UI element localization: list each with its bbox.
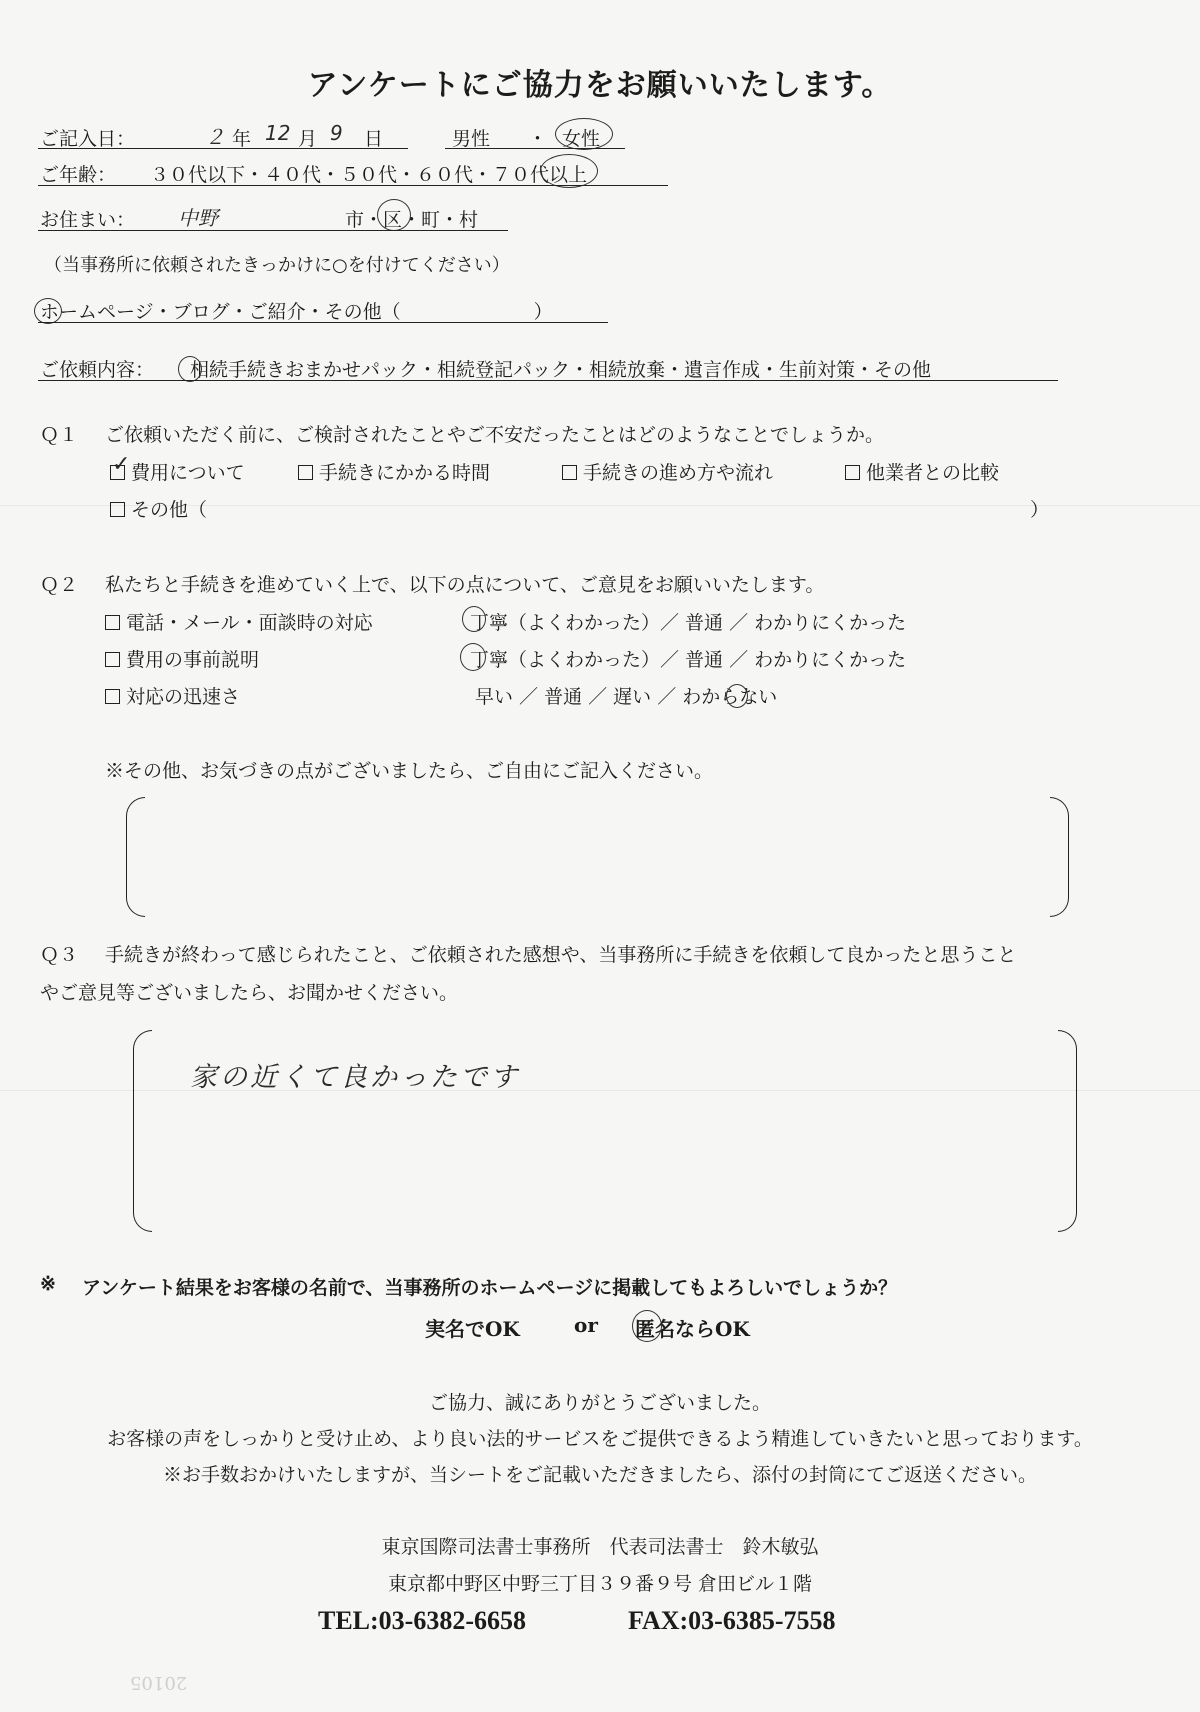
office-fax: FAX:03-6385-7558 — [628, 1606, 836, 1635]
selection-circle — [462, 606, 486, 632]
paper-fold — [0, 1090, 1200, 1091]
entry-date-day: 9 — [330, 121, 343, 145]
q1-option-time[interactable] — [298, 458, 490, 485]
q1-option-other[interactable] — [110, 495, 207, 522]
q3-number: Ｑ３ — [40, 944, 79, 966]
gender-sep: ・ — [528, 128, 548, 150]
selection-circle — [460, 643, 486, 671]
q1-other-close: ） — [1030, 499, 1050, 521]
selection-circle — [632, 1310, 662, 1342]
checkbox[interactable] — [562, 465, 577, 480]
underline — [38, 185, 668, 186]
selection-circle — [178, 356, 202, 382]
q3-question-line2: やご意見等ございましたら、お聞かせください。 — [40, 982, 459, 1004]
selection-circle — [377, 199, 411, 231]
underline — [38, 230, 508, 231]
gender-male[interactable]: 男性 — [452, 128, 491, 150]
residence-value: 中野 — [178, 206, 218, 230]
q2-free-comment-prompt: ※その他、お気づきの点がございましたら、ご自由にご記入ください。 — [105, 760, 714, 782]
q2-comment-bracket-left — [126, 797, 145, 917]
q2-item-contact — [105, 608, 373, 635]
checkbox[interactable] — [298, 465, 313, 480]
publish-mark: ※ — [40, 1273, 56, 1295]
q2-comment-area[interactable] — [150, 800, 1040, 912]
q1-number: Ｑ１ — [40, 424, 79, 446]
age-options[interactable]: ３０代以下・４０代・５０代・６０代・７０代以上 — [150, 164, 588, 186]
q1-option-compare[interactable] — [845, 458, 999, 485]
q1-question: ご依頼いただく前に、ご検討されたことやご不安だったことはどのようなことでしょうか。 — [105, 424, 885, 446]
underline — [38, 380, 1058, 381]
return-instruction: ※お手数おかけいたしますが、当シートをご記載いただきましたら、添付の封筒にてご返送ください。 — [162, 1464, 1037, 1486]
page-title: アンケートにご協力をお願いいたします。 — [307, 68, 893, 103]
q2-item-contact-scale[interactable]: 丁寧（よくわかった）／ 普通 ／ わかりにくかった — [470, 612, 907, 634]
q2-item-fee-scale[interactable]: 丁寧（よくわかった）／ 普通 ／ わかりにくかった — [470, 649, 907, 671]
checkbox[interactable] — [110, 502, 125, 517]
q1-option-label: その他（ — [131, 499, 208, 521]
referral-instruction: （当事務所に依頼されたきっかけに○を付けてください） — [44, 255, 510, 276]
q2-number: Ｑ２ — [40, 574, 79, 596]
q1-option-label: 費用について — [131, 462, 245, 484]
publish-real-name[interactable]: 実名でOK — [425, 1317, 520, 1341]
publish-or: or — [574, 1313, 598, 1337]
office-address: 東京都中野区中野三丁目３９番９号 倉田ビル１階 — [387, 1573, 813, 1595]
q2-item-speed — [105, 682, 240, 709]
checkbox[interactable] — [105, 652, 120, 667]
faint-stamp-number: 20105 — [130, 1672, 188, 1693]
q1-option-process[interactable] — [562, 458, 773, 485]
request-label: ご依頼内容： — [40, 359, 155, 381]
entry-date-label: ご記入日： — [40, 128, 136, 150]
age-label: ご年齢： — [40, 164, 117, 186]
residence-options[interactable]: 市・区・町・村 — [345, 209, 479, 231]
residence-label: お住まい： — [40, 209, 136, 231]
selection-circle — [555, 118, 613, 150]
request-options[interactable]: 相続手続きおまかせパック・相続登記パック・相続放棄・遺言作成・生前対策・その他 — [190, 359, 932, 381]
publish-question: アンケート結果をお客様の名前で、当事務所のホームページに掲載してもよろしいでしょうか？ — [82, 1277, 898, 1299]
checkbox[interactable] — [105, 615, 120, 630]
underline — [38, 148, 408, 149]
q2-question: 私たちと手続きを進めていく上で、以下の点について、ご意見をお願いいたします。 — [105, 574, 825, 596]
q3-question-line1: 手続きが終わって感じられたこと、ご依頼された感想や、当事務所に手続きを依頼して良かったと思うこと — [105, 944, 1017, 966]
thanks-line: ご協力、誠にありがとうございました。 — [428, 1392, 771, 1414]
entry-date-year: ２ — [205, 125, 225, 149]
q3-answer-bracket-left — [133, 1030, 152, 1232]
q1-option-label: 手続きの進め方や流れ — [583, 462, 774, 484]
selection-circle — [726, 684, 748, 708]
underline — [38, 322, 608, 323]
checkbox[interactable] — [105, 689, 120, 704]
entry-date-day-unit: 日 — [364, 128, 384, 150]
q1-option-label: 他業者との比較 — [866, 462, 1000, 484]
entry-date-month: 12 — [265, 121, 291, 145]
q2-comment-bracket-right — [1050, 797, 1069, 917]
checkbox[interactable] — [845, 465, 860, 480]
referral-options[interactable]: ホームページ・ブログ・ご紹介・その他（ ） — [40, 301, 553, 323]
q2-item-speed-scale[interactable]: 早い ／ 普通 ／ 遅い ／ わからない — [475, 686, 778, 708]
office-tel: TEL:03-6382-6658 — [318, 1606, 526, 1635]
q2-item-label: 費用の事前説明 — [126, 649, 260, 671]
q1-option-label: 手続きにかかる時間 — [319, 462, 491, 484]
entry-date-year-unit: 年 — [232, 128, 252, 150]
check-mark: ✓ — [112, 452, 131, 477]
entry-date-month-unit: 月 — [298, 128, 318, 150]
publish-anonymous[interactable]: 匿名ならOK — [635, 1317, 750, 1341]
gender-female[interactable]: 女性 — [562, 128, 601, 150]
selection-circle — [540, 154, 598, 188]
selection-circle — [34, 298, 62, 324]
q2-item-label: 電話・メール・面談時の対応 — [126, 612, 373, 634]
q2-item-label: 対応の迅速さ — [126, 686, 241, 708]
office-name: 東京国際司法書士事務所 代表司法書士 鈴木敏弘 — [381, 1536, 819, 1558]
q2-item-fee — [105, 645, 259, 672]
q3-answer[interactable]: 家の近くて良かったです — [190, 1062, 520, 1093]
closing-message: お客様の声をしっかりと受け止め、より良い法的サービスをご提供できるよう精進していきたいと思っております。 — [107, 1428, 1093, 1450]
underline — [445, 148, 625, 149]
q3-answer-bracket-right — [1058, 1030, 1077, 1232]
